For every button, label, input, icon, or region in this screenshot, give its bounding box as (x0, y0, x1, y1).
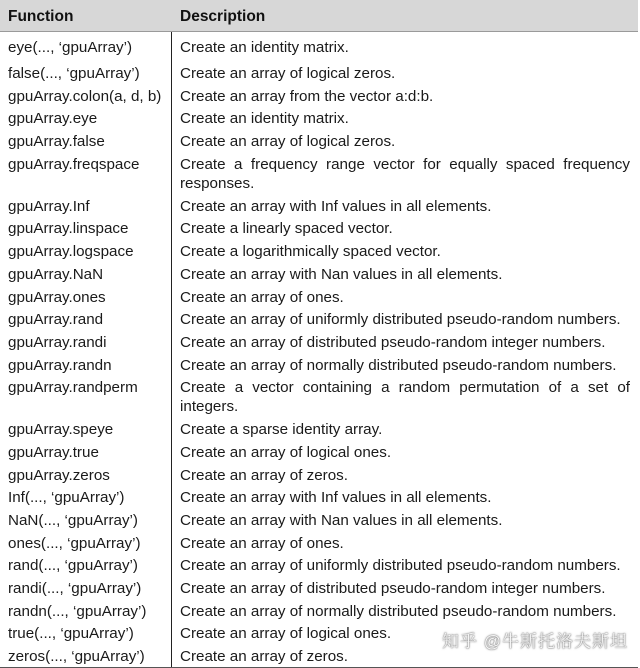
table-row (0, 129, 638, 152)
table-row (0, 531, 638, 554)
function-cell: gpuArray.colon(a, d, b) (0, 84, 172, 107)
table-header (0, 0, 638, 32)
function-cell: Inf(..., ‘gpuArray’) (0, 485, 172, 508)
description-cell: Create an array of logical zeros. (180, 133, 396, 151)
table-row (0, 307, 638, 330)
table-row (0, 239, 638, 262)
function-cell: zeros(..., ‘gpuArray’) (0, 644, 172, 667)
function-cell: true(..., ‘gpuArray’) (0, 621, 172, 644)
description-cell: Create a linearly spaced vector. (180, 220, 393, 238)
header-function: Function (8, 8, 74, 25)
table-row (0, 61, 638, 84)
table-row (0, 216, 638, 239)
description-cell: Create an array of logical ones. (180, 443, 392, 461)
description-cell: Create an array of ones. (180, 288, 344, 306)
description-cell: Create an array with Nan values in all elements. (180, 512, 503, 529)
description-cell: Create an array of uniformly distributed pseudo-random numbers. (180, 311, 621, 329)
function-cell: gpuArray.true (0, 440, 172, 463)
function-cell: gpuArray.Inf (0, 194, 172, 217)
function-cell: gpuArray.randperm (0, 375, 172, 417)
description-cell: Create an array of zeros. (180, 466, 348, 484)
function-cell: gpuArray.speye (0, 417, 172, 440)
function-cell: gpuArray.ones (0, 285, 172, 308)
table-row (0, 106, 638, 129)
description-cell: Create an array of ones. (180, 534, 344, 552)
function-cell: randn(..., ‘gpuArray’) (0, 599, 172, 622)
description-cell: Create an array of uniformly distributed pseudo-random numbers. (180, 557, 621, 575)
function-cell: NaN(..., ‘gpuArray’) (0, 508, 172, 531)
description-cell: Create an array of normally distributed pseudo-random numbers. (180, 602, 617, 620)
description-cell: Create an array of normally distributed pseudo-random numbers. (180, 356, 617, 374)
table-row (0, 353, 638, 376)
function-cell: randi(..., ‘gpuArray’) (0, 576, 172, 599)
watermark: 知乎 @牛斯托洛夫斯坦 (442, 632, 628, 651)
table-row (0, 194, 638, 217)
function-cell: gpuArray.linspace (0, 216, 172, 239)
description-cell: Create an array of logical ones. (180, 625, 392, 643)
header-description: Description (180, 8, 266, 25)
function-cell: false(..., ‘gpuArray’) (0, 61, 172, 84)
function-cell: gpuArray.freqspace (0, 152, 172, 194)
table-row (0, 463, 638, 486)
table-row (0, 32, 638, 61)
table-row (0, 440, 638, 463)
description-cell: Create an array from the vector a:d:b. (180, 87, 434, 105)
table-row (0, 485, 638, 508)
table-row (0, 508, 638, 531)
function-cell: gpuArray.NaN (0, 262, 172, 285)
function-cell: gpuArray.rand (0, 307, 172, 330)
description-cell: Create a frequency range vector for equally spaced frequency responses. (180, 155, 630, 192)
description-cell: Create a logarithmically spaced vector. (180, 243, 441, 261)
description-cell: Create an identity matrix. (180, 39, 349, 56)
function-cell: gpuArray.eye (0, 106, 172, 129)
table-row (0, 285, 638, 308)
description-cell: Create an array with Nan values in all elements. (180, 265, 503, 283)
description-cell: Create an array of distributed pseudo-random integer numbers. (180, 580, 606, 598)
table-row (0, 330, 638, 353)
description-cell: Create an array with Inf values in all elements. (180, 197, 492, 215)
table-row (0, 576, 638, 599)
function-cell: gpuArray.false (0, 129, 172, 152)
description-cell: Create an array of logical zeros. (180, 65, 396, 82)
table-row (0, 375, 638, 417)
description-cell: Create an array with Inf values in all elements. (180, 489, 492, 507)
table-row (0, 553, 638, 576)
description-cell: Create a sparse identity array. (180, 421, 383, 439)
table-row (0, 417, 638, 440)
function-cell: eye(..., ‘gpuArray’) (0, 32, 172, 61)
description-cell: Create a vector containing a random permutation of a set of integers. (180, 379, 630, 416)
function-cell: gpuArray.randi (0, 330, 172, 353)
table-row (0, 84, 638, 107)
function-cell: gpuArray.zeros (0, 463, 172, 486)
description-cell: Create an array of distributed pseudo-random integer numbers. (180, 333, 606, 351)
table-row (0, 262, 638, 285)
table-row (0, 599, 638, 622)
function-cell: ones(..., ‘gpuArray’) (0, 531, 172, 554)
function-cell: gpuArray.logspace (0, 239, 172, 262)
description-cell: Create an array of zeros. (180, 648, 348, 666)
table-row (0, 152, 638, 194)
function-cell: rand(..., ‘gpuArray’) (0, 553, 172, 576)
function-cell: gpuArray.randn (0, 353, 172, 376)
description-cell: Create an identity matrix. (180, 110, 349, 128)
